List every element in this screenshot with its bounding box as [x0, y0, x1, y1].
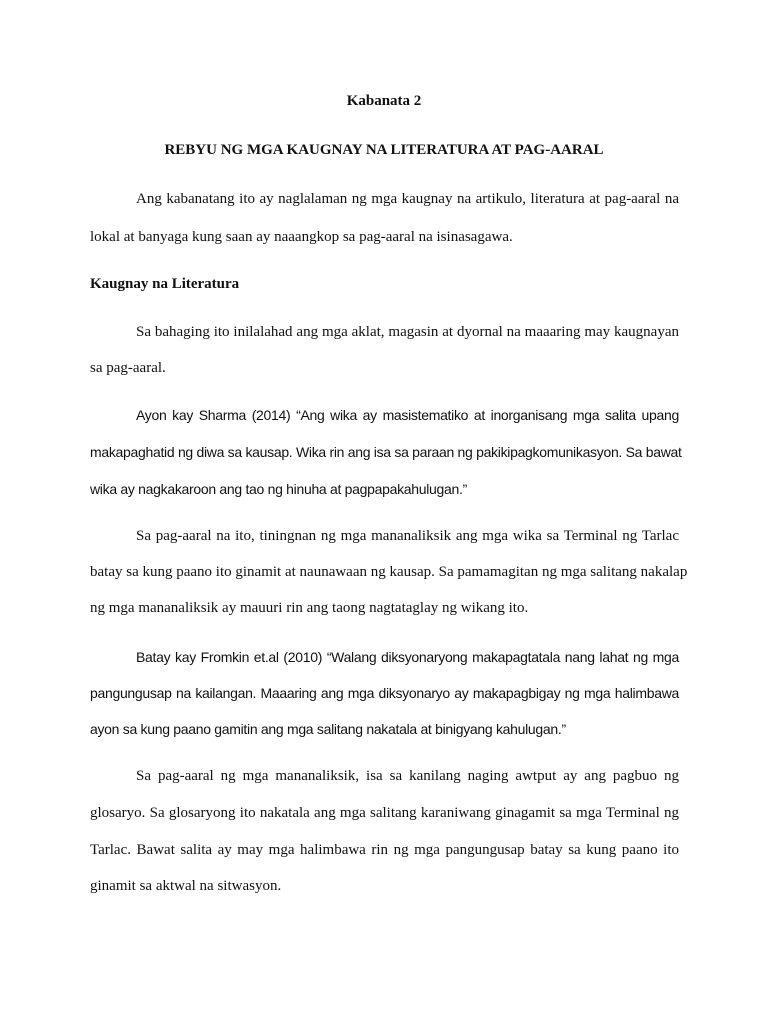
- paragraph-line: makapaghatid ng diwa sa kausap. Wika rin ang isa sa paraan ng pakikipagkomunikasyon. Sa bawat: [90, 444, 682, 460]
- paragraph-line: Tarlac. Bawat salita ay may mga halimbawa rin ng mga pangungusap batay sa kung paano ito: [90, 842, 679, 858]
- section-heading: Kaugnay na Literatura: [90, 276, 240, 292]
- paragraph-line: wika ay nagkakaroon ang tao ng hinuha at pagpapakahulugan.”: [90, 481, 467, 497]
- paragraph-line: sa pag-aaral.: [90, 360, 166, 376]
- paragraph-line: ng mga mananaliksik ay mauuri rin ang taong nagtataglay ng wikang ito.: [90, 600, 529, 616]
- paragraph-line: ginamit sa aktwal na sitwasyon.: [90, 878, 282, 894]
- chapter-subtitle: REBYU NG MGA KAUGNAY NA LITERATURA AT PAG-AARAL: [164, 142, 604, 158]
- paragraph-line: batay sa kung paano ito ginamit at naunawaan ng kausap. Sa pamamagitan ng mga salitang nakalap: [90, 564, 688, 580]
- paragraph-line: glosaryo. Sa glosaryong ito nakatala ang mga salitang karaniwang ginagamit sa mga Terminal ng: [90, 805, 679, 821]
- paragraph-line: ayon sa kung paano gamitin ang mga salitang nakatala at binigyang kahulugan.”: [90, 721, 566, 737]
- paragraph-line: Ayon kay Sharma (2014) “Ang wika ay masistematiko at inorganisang mga salita upang: [136, 407, 679, 423]
- paragraph-line: Ang kabanatang ito ay naglalaman ng mga kaugnay na artikulo, literatura at pag-aaral na: [136, 191, 679, 207]
- paragraph-line: Batay kay Fromkin et.al (2010) “Walang diksyonaryong makapagtatala nang lahat ng mga: [136, 649, 679, 665]
- paragraph-line: lokal at banyaga kung saan ay naaangkop sa pag-aaral na isinasagawa.: [90, 229, 513, 245]
- paragraph-line: pangungusap na kailangan. Maaaring ang mga diksyonaryo ay makapagbigay ng mga halimbawa: [90, 685, 679, 701]
- paragraph-line: Sa pag-aaral ng mga mananaliksik, isa sa kanilang naging awtput ay ang pagbuo ng: [136, 768, 679, 784]
- paragraph-line: Sa pag-aaral na ito, tiningnan ng mga mananaliksik ang mga wika sa Terminal ng Tarlac: [136, 528, 679, 544]
- paragraph-line: Sa bahaging ito inilalahad ang mga aklat, magasin at dyornal na maaaring may kaugnayan: [136, 324, 679, 340]
- chapter-title: Kabanata 2: [346, 93, 422, 109]
